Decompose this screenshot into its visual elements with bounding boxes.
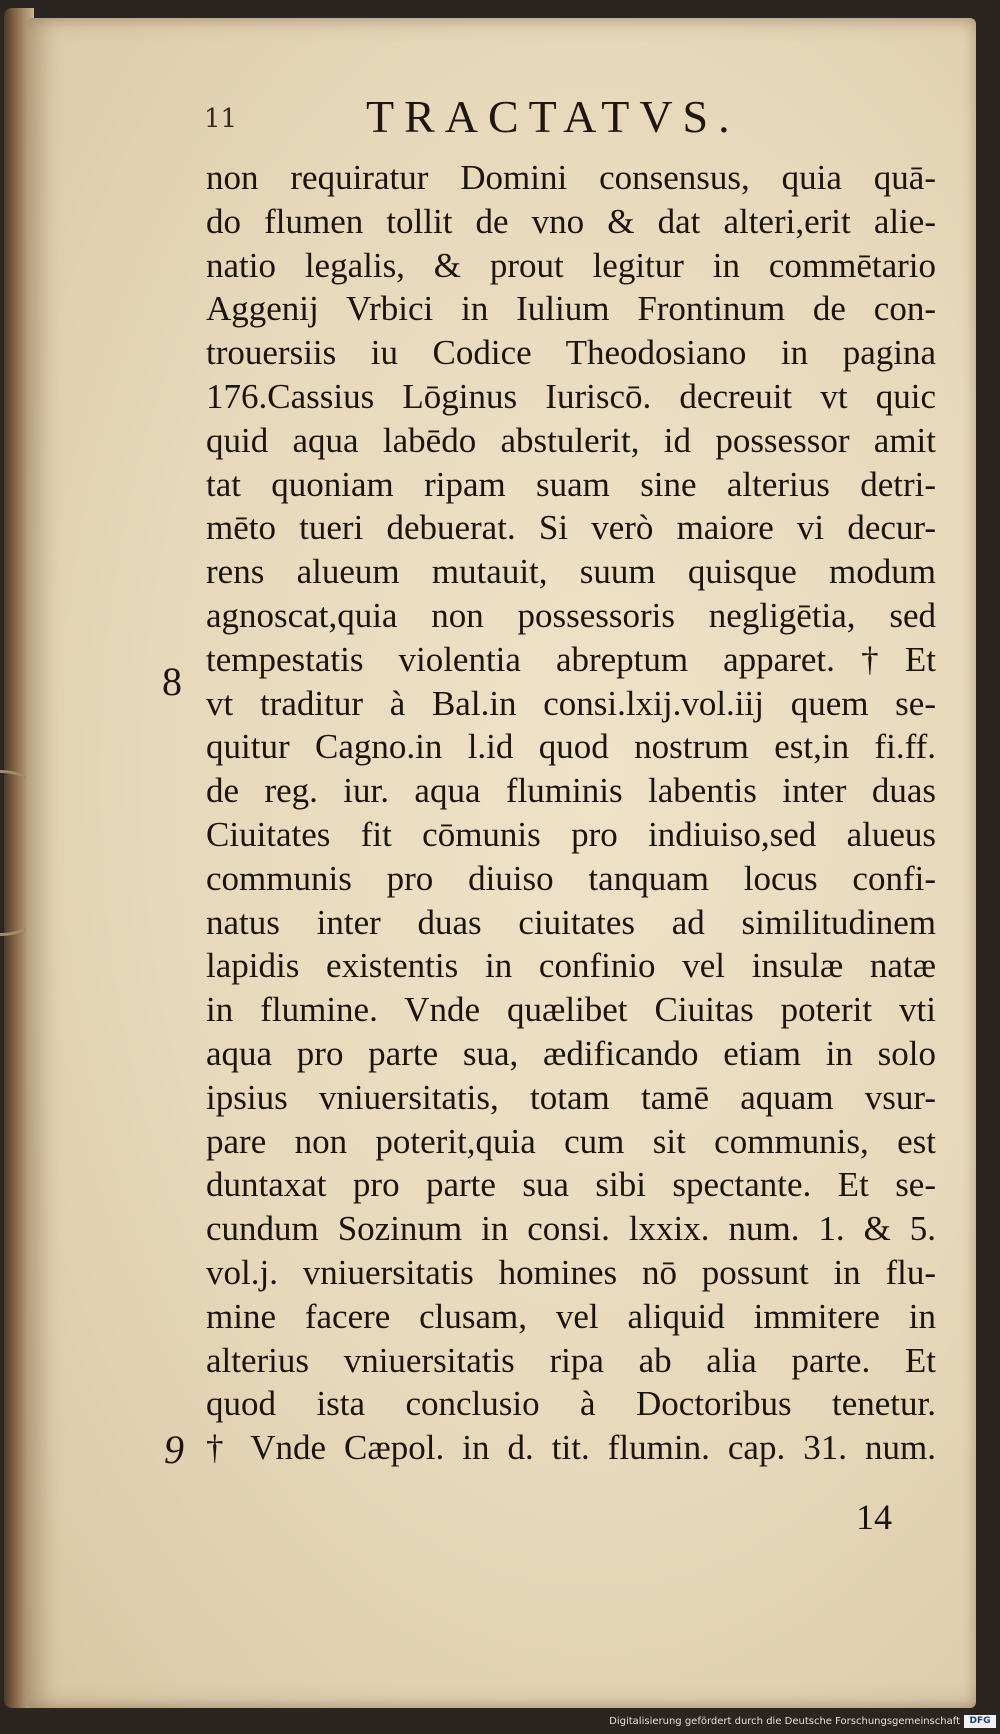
margin-number: 9 [164, 1427, 184, 1472]
text-line: lapidis existentis in confinio vel insulæ natæ [206, 946, 936, 986]
text-line: quitur Cagno.in l.id quod nostrum est,in fi.ff. [206, 727, 936, 767]
text-line: aqua pro parte sua, ædificando etiam in solo [206, 1033, 936, 1073]
book-page [26, 18, 976, 1708]
text-line: pare non poterit,quia cum sit communis, est [206, 1121, 936, 1161]
text-line: Ciuitates fit cōmunis pro indiuiso,sed alueus [206, 814, 936, 854]
text-line: quid aqua labēdo abstulerit, id possessor amit [206, 420, 936, 460]
text-line: tempestatis violentia abreptum apparet.†Et [206, 639, 936, 679]
page-header [26, 86, 976, 146]
digitization-credit: Digitalisierung gefördert durch die Deutsche Forschungsgemeinschaft [609, 1716, 960, 1727]
text-line: do flumen tollit de vno & dat alteri,erit alie- [206, 201, 936, 241]
text-line: cundum Sozinum in consi. lxxix. num. 1. & 5. [206, 1209, 936, 1249]
text-line: vol.j. vniuersitatis homines nō possunt in flu- [206, 1252, 936, 1292]
text-line: Aggenij Vrbici in Iulium Frontinum de con- [206, 289, 936, 329]
running-title: TRACTATVS. [366, 91, 740, 142]
dfg-logo: DFG [964, 1715, 996, 1728]
text-line: agnoscat,quia non possessoris negligētia, sed [206, 595, 936, 635]
margin-number: 8 [162, 659, 182, 704]
text-line: † Vnde Cæpol. in d. tit. flumin. cap. 31. num. [206, 1428, 936, 1468]
text-line: communis pro diuiso tanquam locus confi- [206, 858, 936, 898]
text-line: ipsius vniuersitatis, totam tamē aquam vsur- [206, 1077, 936, 1117]
text-line: alterius vniuersitatis ripa ab alia parte. Et [206, 1340, 936, 1380]
text-line: natus inter duas ciuitates ad similitudinem [206, 902, 936, 942]
text-line: rens alueum mutauit, suum quisque modum [206, 552, 936, 592]
text-line: natio legalis, & prout legitur in commētario [206, 245, 936, 285]
text-line: non requiratur Domini consensus, quia quā- [206, 158, 936, 197]
text-line: de reg. iur. aqua fluminis labentis inter duas [206, 771, 936, 811]
text-line: in flumine. Vnde quælibet Ciuitas poterit vti [206, 990, 936, 1030]
page-number: 11 [204, 104, 238, 134]
text-line: mēto tueri debuerat. Si verò maiore vi decur- [206, 508, 936, 548]
text-line: quod ista conclusio à Doctoribus tenetur. [206, 1384, 936, 1424]
catchword: 14 [856, 1497, 892, 1537]
body-text [206, 156, 936, 1470]
text-line: trouersiis iu Codice Theodosiano in pagina [206, 333, 936, 373]
text-line: mine facere clusam, vel aliquid immitere in [206, 1296, 936, 1336]
text-line: vt traditur à Bal.in consi.lxij.vol.iij quem se- [206, 683, 936, 723]
text-line: tat quoniam ripam suam sine alterius detri- [206, 464, 936, 504]
text-line: duntaxat pro parte sua sibi spectante. Et se- [206, 1165, 936, 1205]
text-line: 176.Cassius Lōginus Iuriscō. decreuit vt quic [206, 376, 936, 416]
